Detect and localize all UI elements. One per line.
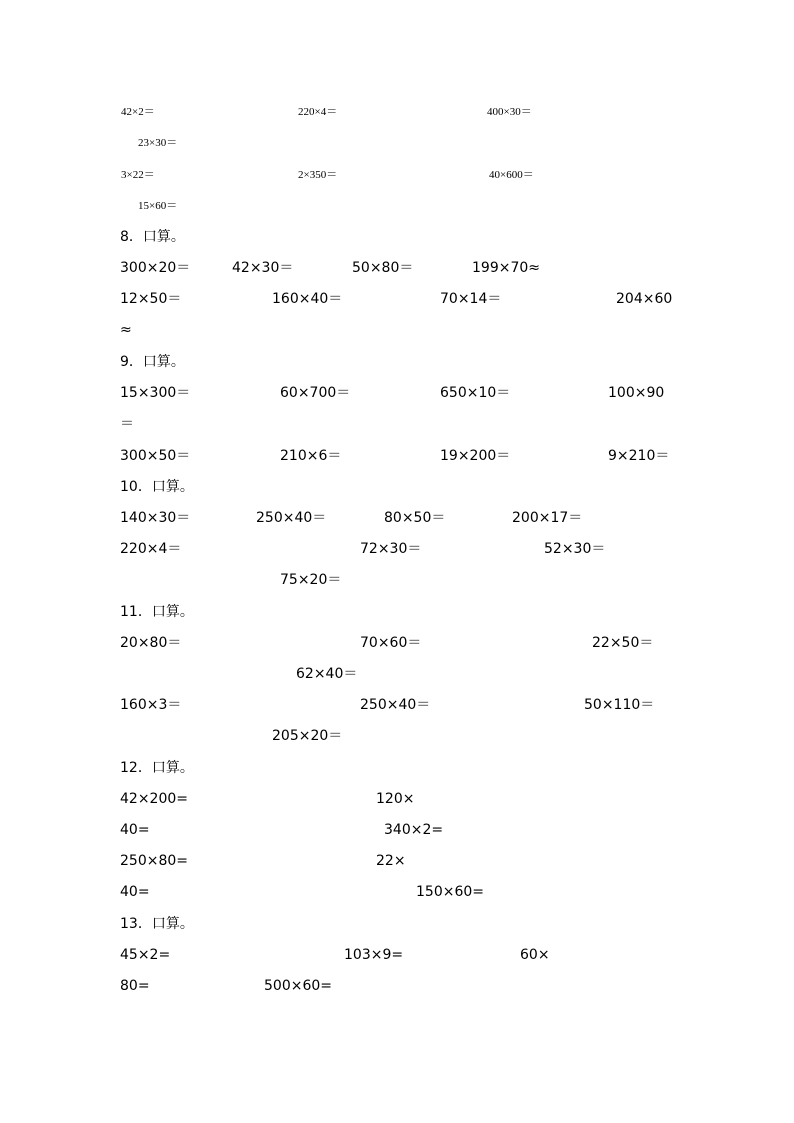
section-heading: 13．口算。 xyxy=(120,916,194,932)
problem: 204×60 xyxy=(616,291,673,307)
problem: 22×50＝ xyxy=(592,635,654,651)
problem: 160×40＝ xyxy=(272,291,343,307)
problem: 70×14＝ xyxy=(440,291,502,307)
problem: 650×10＝ xyxy=(440,385,511,401)
problem: 160×3＝ xyxy=(120,697,182,713)
problem: 103×9= xyxy=(344,947,404,963)
problem: 199×70≈ xyxy=(472,260,540,276)
section-heading: 8．口算。 xyxy=(120,229,185,245)
section-heading: 12．口算。 xyxy=(120,760,194,776)
problem-continuation: 80= xyxy=(120,978,150,994)
problem: 22× xyxy=(376,853,406,869)
problem: 15×60＝ xyxy=(138,200,178,212)
problem: 220×4＝ xyxy=(120,541,182,557)
problem-continuation: ≈ xyxy=(120,322,132,338)
problem: 150×60= xyxy=(416,884,484,900)
problem: 42×200= xyxy=(120,791,188,807)
problem: 75×20＝ xyxy=(280,572,342,588)
problem: 340×2= xyxy=(384,822,444,838)
problem: 250×40＝ xyxy=(256,510,327,526)
problem: 42×2＝ xyxy=(121,106,155,118)
problem: 205×20＝ xyxy=(272,728,343,744)
problem: 20×80＝ xyxy=(120,635,182,651)
problem: 100×90 xyxy=(608,385,665,401)
problem: 220×4＝ xyxy=(298,106,338,118)
problem: 60× xyxy=(520,947,550,963)
problem: 250×40＝ xyxy=(360,697,431,713)
problem-continuation: ＝ xyxy=(120,416,134,432)
problem: 50×110＝ xyxy=(584,697,655,713)
problem: 12×50＝ xyxy=(120,291,182,307)
problem: 3×22＝ xyxy=(121,169,155,181)
problem: 140×30＝ xyxy=(120,510,191,526)
problem: 52×30＝ xyxy=(544,541,606,557)
problem: 15×300＝ xyxy=(120,385,191,401)
problem: 50×80＝ xyxy=(352,260,414,276)
problem: 250×80= xyxy=(120,853,188,869)
problem-continuation: 40= xyxy=(120,822,150,838)
section-heading: 11．口算。 xyxy=(120,604,194,620)
problem: 23×30＝ xyxy=(138,137,178,149)
problem: 400×30＝ xyxy=(487,106,532,118)
problem: 80×50＝ xyxy=(384,510,446,526)
problem: 300×50＝ xyxy=(120,448,191,464)
problem: 120× xyxy=(376,791,415,807)
problem-continuation: 40= xyxy=(120,884,150,900)
problem: 9×210＝ xyxy=(608,448,670,464)
problem: 70×60＝ xyxy=(360,635,422,651)
problem: 60×700＝ xyxy=(280,385,351,401)
problem: 500×60= xyxy=(264,978,332,994)
problem: 210×6＝ xyxy=(280,448,342,464)
problem: 40×600＝ xyxy=(489,169,534,181)
section-heading: 10．口算。 xyxy=(120,479,194,495)
problem: 2×350＝ xyxy=(298,169,338,181)
problem: 62×40＝ xyxy=(296,666,358,682)
section-heading: 9．口算。 xyxy=(120,354,185,370)
problem: 19×200＝ xyxy=(440,448,511,464)
problem: 300×20＝ xyxy=(120,260,191,276)
problem: 45×2= xyxy=(120,947,171,963)
problem: 42×30＝ xyxy=(232,260,294,276)
problem: 200×17＝ xyxy=(512,510,583,526)
problem: 72×30＝ xyxy=(360,541,422,557)
